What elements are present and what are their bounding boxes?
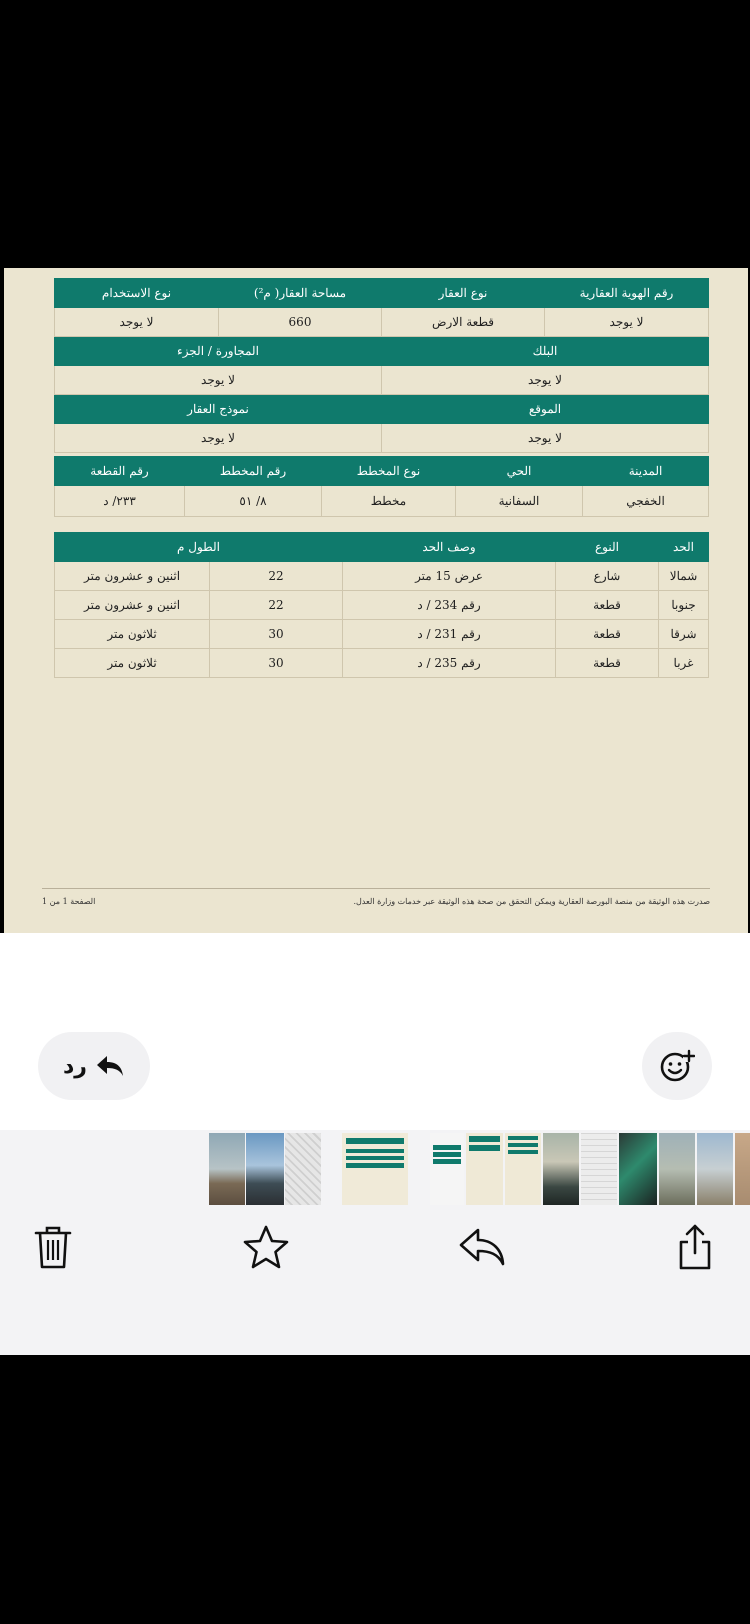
property-table	[54, 278, 709, 453]
thumbnail[interactable]	[735, 1133, 750, 1205]
boundary-length-words: اثنين و عشرون متر	[55, 591, 210, 620]
forward-icon	[458, 1227, 506, 1267]
header-plot-number: رقم القطعة	[55, 457, 185, 486]
document-footer	[42, 888, 710, 906]
boundary-length-number: 22	[210, 591, 343, 620]
value-district: السفانية	[456, 486, 583, 517]
delete-button[interactable]	[28, 1222, 78, 1272]
add-reaction-icon	[659, 1048, 695, 1084]
boundary-description: عرض 15 متر	[343, 562, 556, 591]
header-city: المدينة	[583, 457, 709, 486]
star-icon	[242, 1224, 290, 1270]
boundary-description: رقم 231 / د	[343, 620, 556, 649]
value-plan-number: ٨/ ٥١	[185, 486, 322, 517]
share-icon	[675, 1223, 715, 1271]
forward-button[interactable]	[457, 1222, 507, 1272]
boundaries-table	[54, 532, 709, 678]
favorite-button[interactable]	[241, 1222, 291, 1272]
value-city: الخفجي	[583, 486, 709, 517]
thumbnail[interactable]	[285, 1133, 321, 1205]
thumbnail[interactable]	[466, 1133, 503, 1205]
boundary-direction: غربا	[659, 649, 709, 678]
boundary-direction: شمالا	[659, 562, 709, 591]
header-location: الموقع	[382, 395, 709, 424]
reply-label: رد	[63, 1053, 87, 1079]
value-property-type: قطعة الارض	[382, 308, 545, 337]
header-neighborhood-part: المجاورة / الجزء	[55, 337, 382, 366]
boundary-type: قطعة	[556, 649, 659, 678]
boundary-length-words: ثلاثون متر	[55, 620, 210, 649]
boundary-direction: جنوبا	[659, 591, 709, 620]
table-row	[55, 649, 709, 678]
bottom-toolbar	[0, 1209, 750, 1355]
header-boundary: الحد	[659, 533, 709, 562]
header-property-area: مساحة العقار( م²)	[219, 279, 382, 308]
value-neighborhood-part: لا يوجد	[55, 366, 382, 395]
thumbnail[interactable]	[505, 1133, 541, 1205]
header-district: الحي	[456, 457, 583, 486]
value-property-id: لا يوجد	[545, 308, 709, 337]
value-property-area: 660	[219, 308, 382, 337]
boundary-description: رقم 235 / د	[343, 649, 556, 678]
header-plan-type: نوع المخطط	[322, 457, 456, 486]
reply-arrow-icon	[95, 1054, 125, 1078]
share-button[interactable]	[670, 1222, 720, 1272]
header-boundary-description: وصف الحد	[343, 533, 556, 562]
thumbnail[interactable]	[543, 1133, 579, 1205]
value-block: لا يوجد	[382, 366, 709, 395]
value-usage-type: لا يوجد	[55, 308, 219, 337]
value-location: لا يوجد	[382, 424, 709, 453]
location-table	[54, 456, 709, 517]
add-reaction-button[interactable]	[642, 1032, 712, 1100]
header-boundary-type: النوع	[556, 533, 659, 562]
boundary-length-number: 30	[210, 620, 343, 649]
document-image	[4, 268, 748, 933]
boundary-direction: شرقا	[659, 620, 709, 649]
boundary-length-words: اثنين و عشرون متر	[55, 562, 210, 591]
header-property-id: رقم الهوية العقارية	[545, 279, 709, 308]
thumbnail[interactable]	[430, 1133, 464, 1205]
table-row	[55, 591, 709, 620]
reply-button[interactable]	[38, 1032, 150, 1100]
thumbnail-selected[interactable]	[342, 1133, 408, 1205]
boundary-type: شارع	[556, 562, 659, 591]
boundary-type: قطعة	[556, 591, 659, 620]
thumbnail[interactable]	[619, 1133, 657, 1205]
trash-icon	[33, 1224, 73, 1270]
header-length: الطول م	[55, 533, 343, 562]
boundary-type: قطعة	[556, 620, 659, 649]
value-plot-number: ٢٣٣/ د	[55, 486, 185, 517]
thumbnail[interactable]	[581, 1133, 617, 1205]
boundary-description: رقم 234 / د	[343, 591, 556, 620]
header-block: البلك	[382, 337, 709, 366]
thumbnail[interactable]	[246, 1133, 284, 1205]
boundary-length-number: 22	[210, 562, 343, 591]
value-plan-type: مخطط	[322, 486, 456, 517]
header-property-type: نوع العقار	[382, 279, 545, 308]
page-label: الصفحة 1 من 1	[42, 897, 96, 906]
header-plan-number: رقم المخطط	[185, 457, 322, 486]
boundary-length-number: 30	[210, 649, 343, 678]
header-usage-type: نوع الاستخدام	[55, 279, 219, 308]
thumbnail[interactable]	[659, 1133, 695, 1205]
header-property-model: نموذج العقار	[55, 395, 382, 424]
table-row	[55, 562, 709, 591]
thumbnail[interactable]	[697, 1133, 733, 1205]
thumbnail[interactable]	[209, 1133, 245, 1205]
value-property-model: لا يوجد	[55, 424, 382, 453]
footer-note: صدرت هذه الوثيقة من منصة البورصة العقارية ويمكن التحقق من صحة هذه الوثيقة عبر خدمات وزارة العدل.	[353, 897, 710, 906]
table-row	[55, 620, 709, 649]
boundary-length-words: ثلاثون متر	[55, 649, 210, 678]
